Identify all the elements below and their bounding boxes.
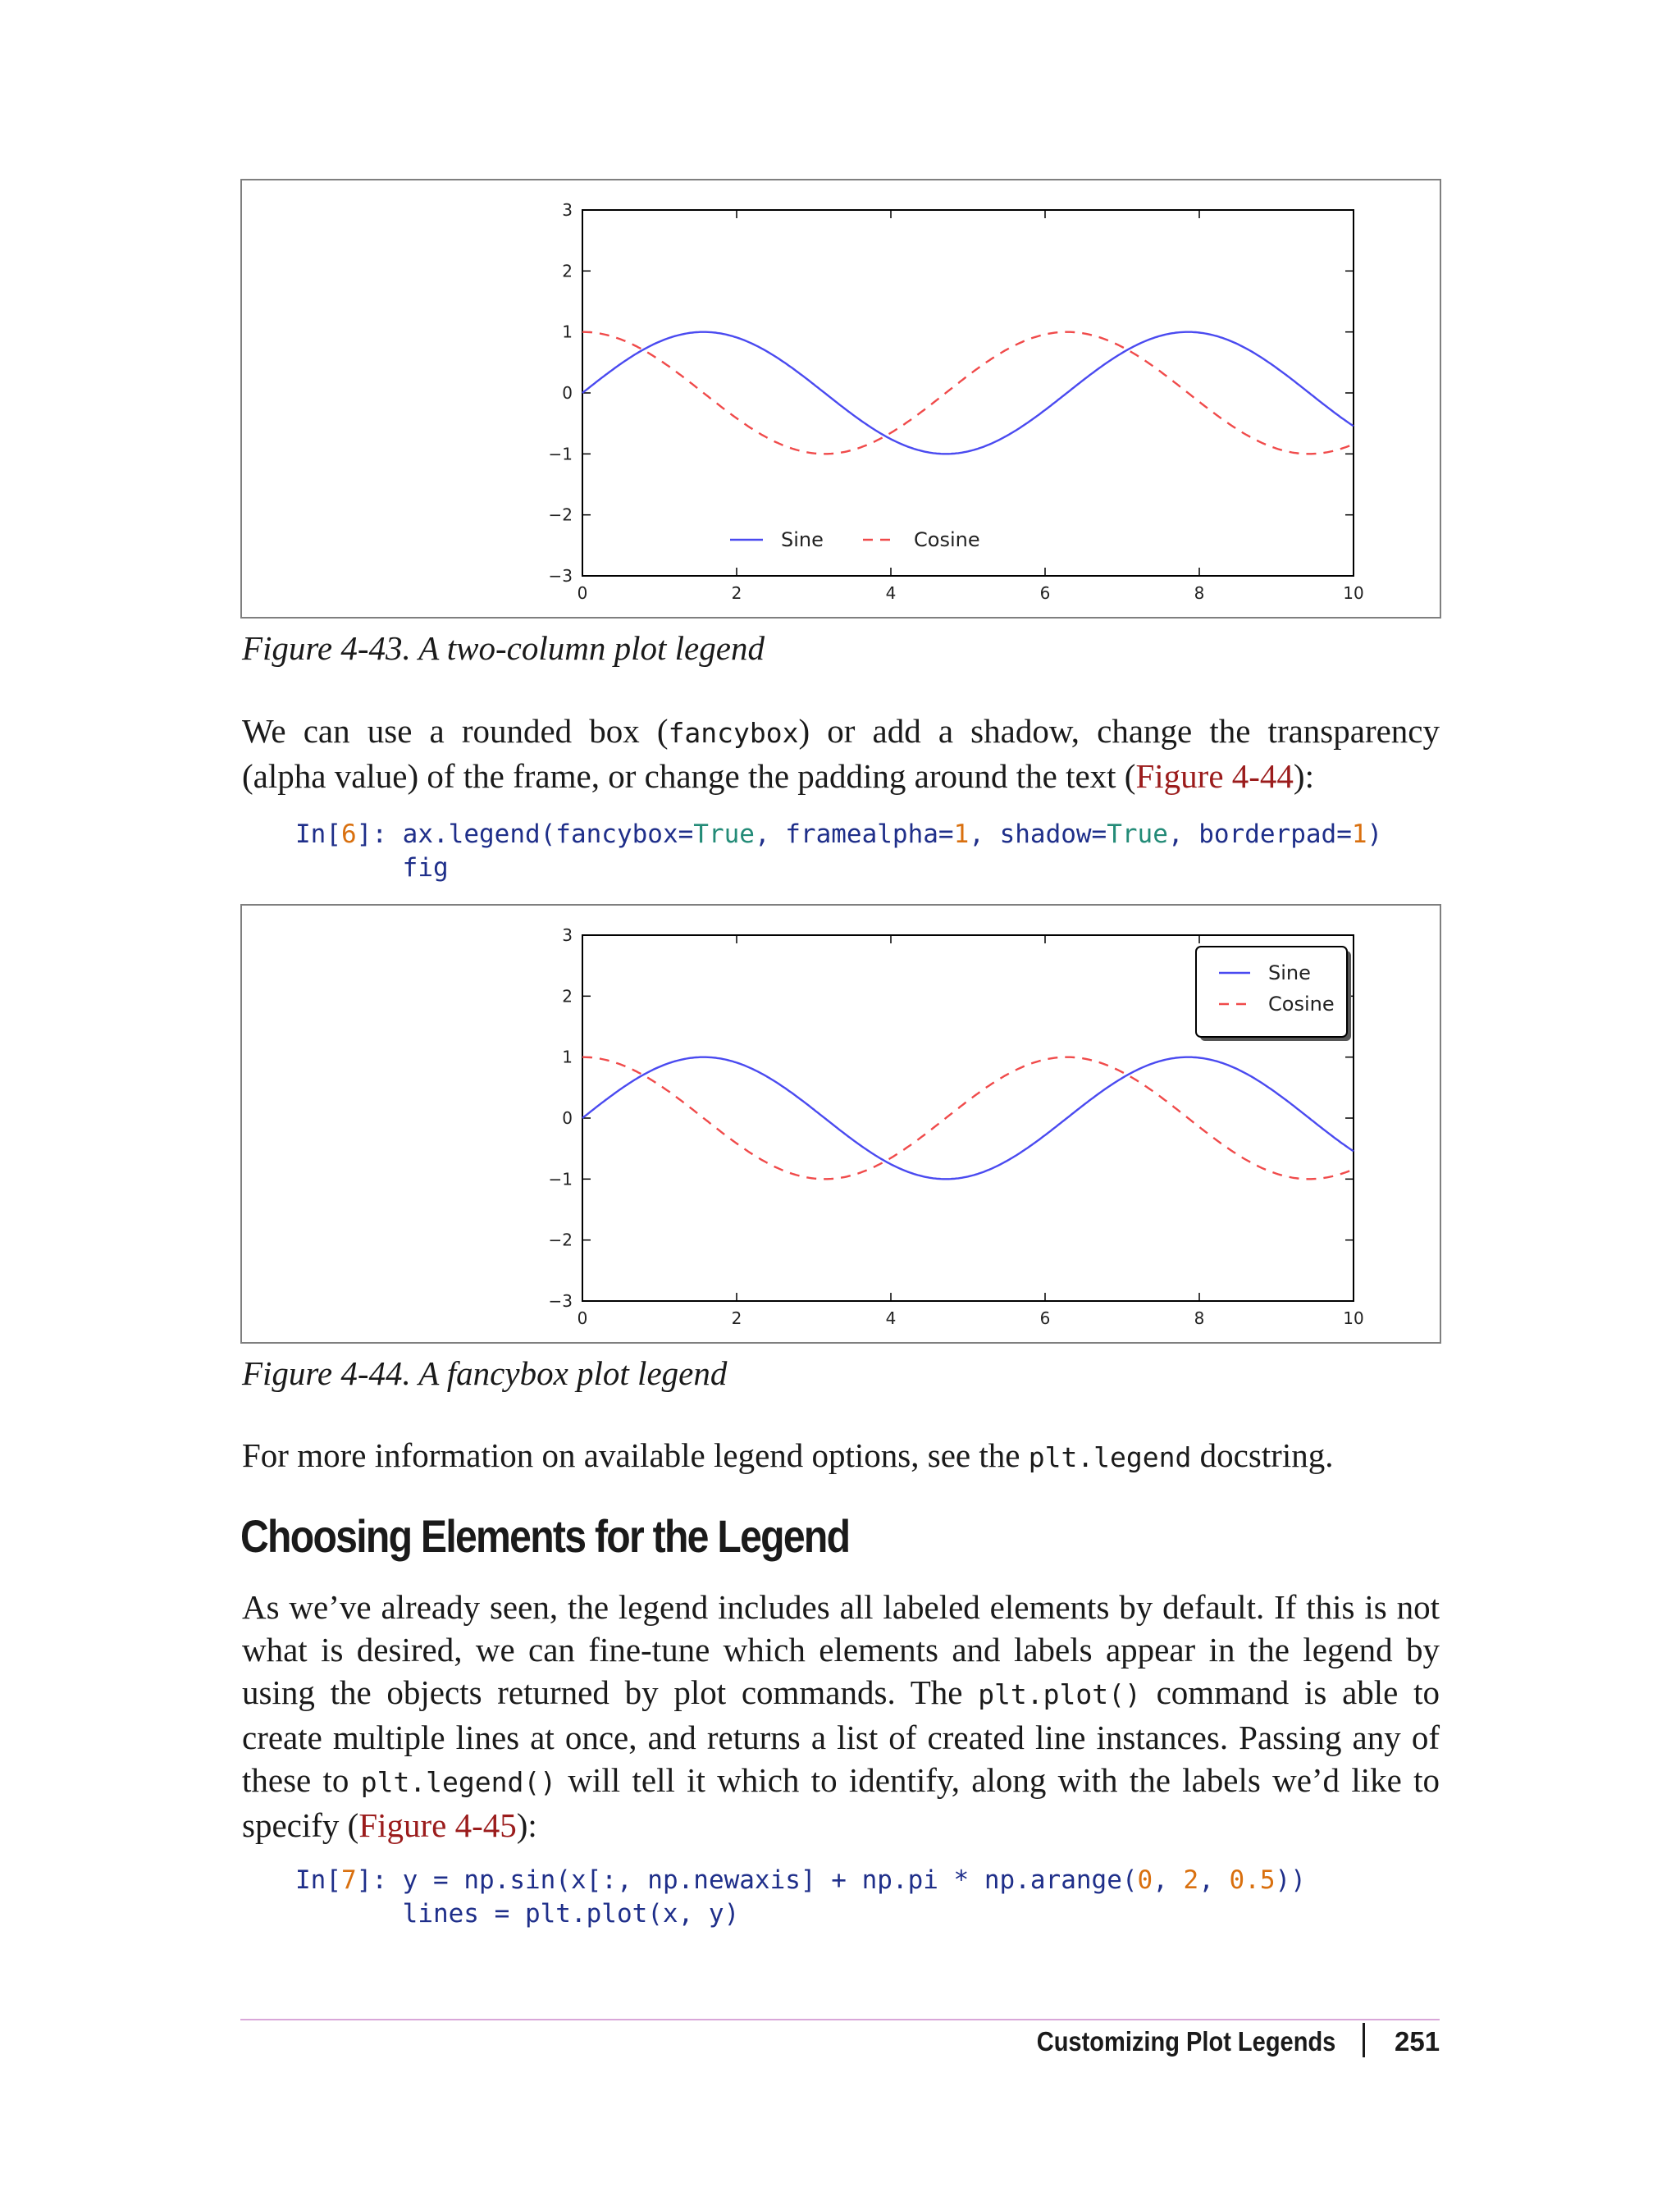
code-block-in7: In[7]: y = np.sin(x[:, np.newaxis] + np.pi * np.arange(0, 2, 0.5)) lines = plt.plot(x, y) <box>295 1865 1306 1929</box>
series-line-sine <box>582 332 1354 454</box>
x-tick-label: 4 <box>885 583 897 603</box>
inline-code-plt-legend-call: plt.legend() <box>360 1766 557 1798</box>
y-tick-label: −2 <box>548 504 573 525</box>
y-tick-label: −2 <box>548 1230 573 1250</box>
legend-box <box>1196 947 1347 1037</box>
y-tick-label: 0 <box>562 383 573 403</box>
x-tick-label: 6 <box>1039 1308 1051 1328</box>
inline-code-plt-plot: plt.plot() <box>978 1678 1141 1710</box>
page-number: 251 <box>1395 2026 1440 2057</box>
x-tick-label: 2 <box>731 583 742 603</box>
paragraph-fancybox: We can use a rounded box (fancybox) or add a shadow, change the transparency (alpha value) of the frame, or change the padding around the text (Figure 4-44): <box>242 712 1440 795</box>
y-tick-label: −1 <box>548 1169 573 1189</box>
chart-fancybox-legend <box>242 906 1440 1342</box>
series-line-cosine <box>582 332 1354 454</box>
inline-code-plt-legend: plt.legend <box>1028 1441 1192 1473</box>
series-line-sine <box>582 1057 1354 1180</box>
y-tick-label: 3 <box>562 200 573 220</box>
section-heading: Choosing Elements for the Legend <box>240 1510 850 1562</box>
y-tick-label: 3 <box>562 925 573 945</box>
x-tick-label: 10 <box>1343 1308 1364 1328</box>
figure-4-44-link[interactable]: Figure 4-44 <box>1135 757 1294 795</box>
y-tick-label: 2 <box>562 986 573 1007</box>
y-tick-label: 2 <box>562 261 573 281</box>
y-tick-label: 1 <box>562 322 573 342</box>
x-tick-label: 10 <box>1343 583 1364 603</box>
x-tick-label: 0 <box>577 583 588 603</box>
x-tick-label: 8 <box>1194 583 1205 603</box>
series-line-cosine <box>582 1057 1354 1180</box>
figure-4-43-caption: Figure 4-43. A two-column plot legend <box>242 629 765 667</box>
figure-4-44-frame <box>240 904 1441 1344</box>
x-tick-label: 4 <box>885 1308 897 1328</box>
x-tick-label: 0 <box>577 1308 588 1328</box>
figure-4-44-caption: Figure 4-44. A fancybox plot legend <box>242 1354 728 1392</box>
footer-separator <box>1363 2023 1365 2057</box>
paragraph-choosing-elements: As we’ve already seen, the legend includes all labeled elements by default. If this is not what is desired, we can fine-tune which elements and labels appear in the legend by using the objects returned by plot commands. The plt.plot() command is able to create multiple lines at once, and returns a list of created line instances. Passing any of these to plt.legend() will tell it which to identify, along with the labels we’d like to specify (Figure 4-45): <box>242 1588 1440 1844</box>
plot-axes-frame <box>582 210 1354 576</box>
footer-rule <box>240 2019 1440 2020</box>
y-tick-label: −3 <box>548 1291 573 1311</box>
y-tick-label: 0 <box>562 1108 573 1128</box>
y-tick-label: −1 <box>548 444 573 464</box>
legend-label-sine: Sine <box>781 528 824 551</box>
x-tick-label: 8 <box>1194 1308 1205 1328</box>
chart-two-column-legend <box>242 180 1440 617</box>
paragraph-legend-docstring: For more information on available legend options, see the plt.legend docstring. <box>242 1436 1334 1474</box>
code-block-in6: In[6]: ax.legend(fancybox=True, framealpha=1, shadow=True, borderpad=1) fig <box>295 819 1383 883</box>
x-tick-label: 6 <box>1039 583 1051 603</box>
footer-chapter-title: Customizing Plot Legends <box>1036 2026 1335 2057</box>
legend-label-cosine: Cosine <box>914 528 980 551</box>
x-tick-label: 2 <box>731 1308 742 1328</box>
figure-4-45-link[interactable]: Figure 4-45 <box>358 1806 517 1844</box>
legend-label-sine: Sine <box>1268 961 1311 984</box>
inline-code-fancybox: fancybox <box>668 717 799 749</box>
figure-4-43-frame <box>240 179 1441 619</box>
legend-label-cosine: Cosine <box>1268 993 1335 1016</box>
y-tick-label: 1 <box>562 1047 573 1067</box>
y-tick-label: −3 <box>548 566 573 586</box>
